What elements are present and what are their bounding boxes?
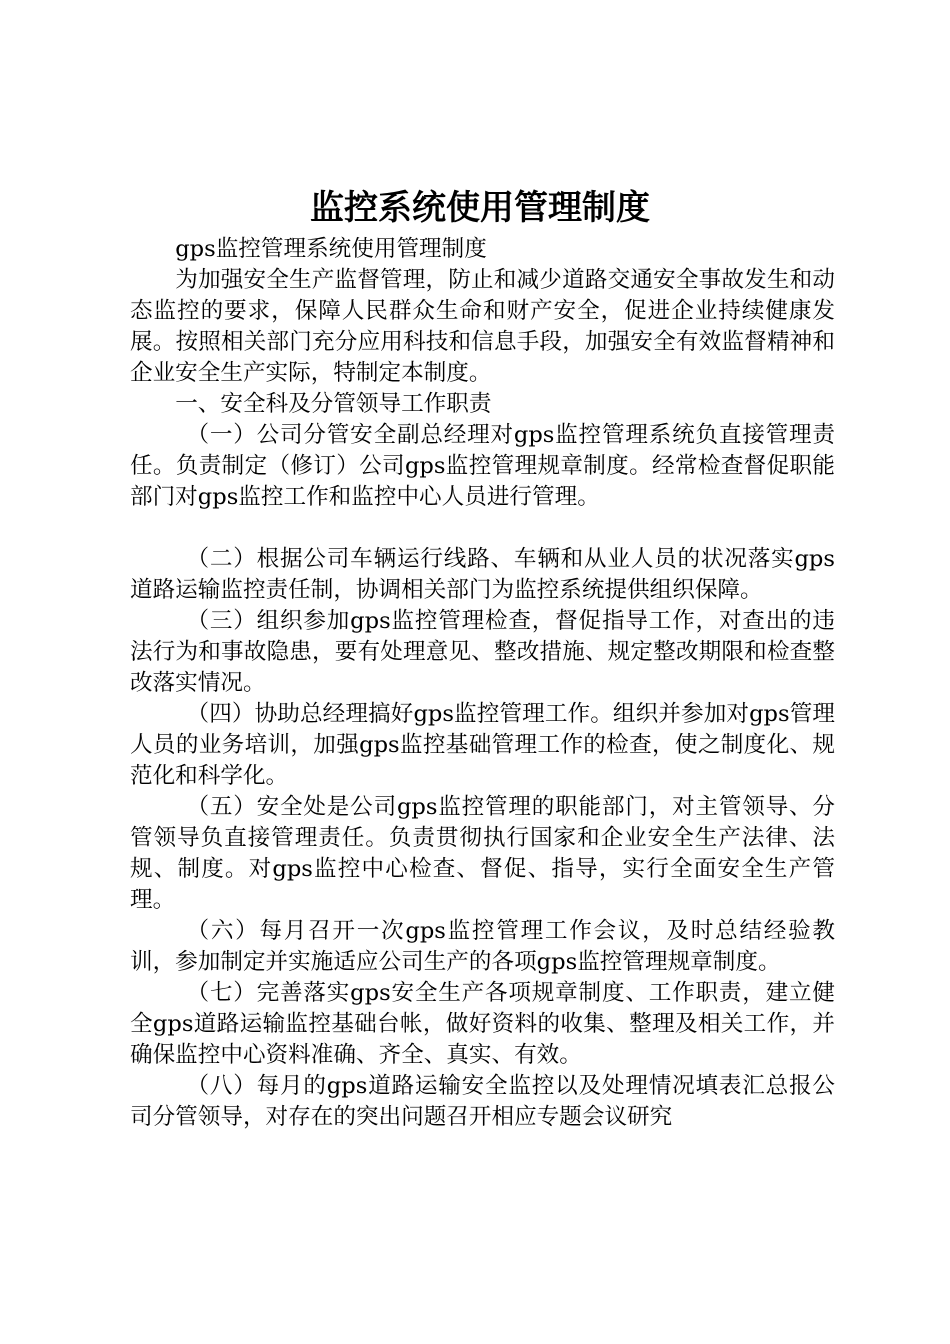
section-heading: 一、安全科及分管领导工作职责 bbox=[175, 391, 492, 417]
document-subtitle: gps监控管理系统使用管理制度 bbox=[175, 236, 487, 262]
duty-item-6: （六）每月召开一次gps监控管理工作会议，及时总结经验教训，参加制定并实施适应公司生产的各项gps监控管理规章制度。 bbox=[130, 918, 835, 975]
document-body bbox=[130, 234, 835, 1133]
duty-item-1: （一）公司分管安全副总经理对gps监控管理系统负直接管理责任。负责制定（修订）公司gps监控管理规章制度。经常检查督促职能部门对gps监控工作和监控中心人员进行管理。 bbox=[130, 422, 835, 510]
duty-item-3: （三）组织参加gps监控管理检查，督促指导工作，对查出的违法行为和事故隐患，要有处理意见、整改措施、规定整改期限和检查整改落实情况。 bbox=[130, 608, 835, 696]
duty-item-4: （四）协助总经理搞好gps监控管理工作。组织并参加对gps管理人员的业务培训，加强gps监控基础管理工作的检查，使之制度化、规范化和科学化。 bbox=[130, 701, 835, 789]
duty-item-2: （二）根据公司车辆运行线路、车辆和从业人员的状况落实gps道路运输监控责任制，协调相关部门为监控系统提供组织保障。 bbox=[130, 546, 835, 603]
duty-item-8: （八）每月的gps道路运输安全监控以及处理情况填表汇总报公司分管领导，对存在的突出问题召开相应专题会议研究 bbox=[130, 1073, 835, 1130]
document-title: 监控系统使用管理制度 bbox=[310, 188, 650, 228]
duty-item-7: （七）完善落实gps安全生产各项规章制度、工作职责，建立健全gps道路运输监控基础台帐，做好资料的收集、整理及相关工作，并确保监控中心资料准确、齐全、真实、有效。 bbox=[130, 980, 835, 1068]
duty-item-5: （五）安全处是公司gps监控管理的职能部门，对主管领导、分管领导负直接管理责任。负责贯彻执行国家和企业安全生产法律、法规、制度。对gps监控中心检查、督促、指导，实行全面安全生产管理。 bbox=[130, 794, 835, 913]
intro-paragraph: 为加强安全生产监督管理，防止和减少道路交通安全事故发生和动态监控的要求，保障人民群众生命和财产安全，促进企业持续健康发展。按照相关部门充分应用科技和信息手段，加强安全有效监督精神和企业安全生产实际，特制定本制度。 bbox=[130, 267, 835, 386]
blank-line bbox=[130, 513, 835, 544]
